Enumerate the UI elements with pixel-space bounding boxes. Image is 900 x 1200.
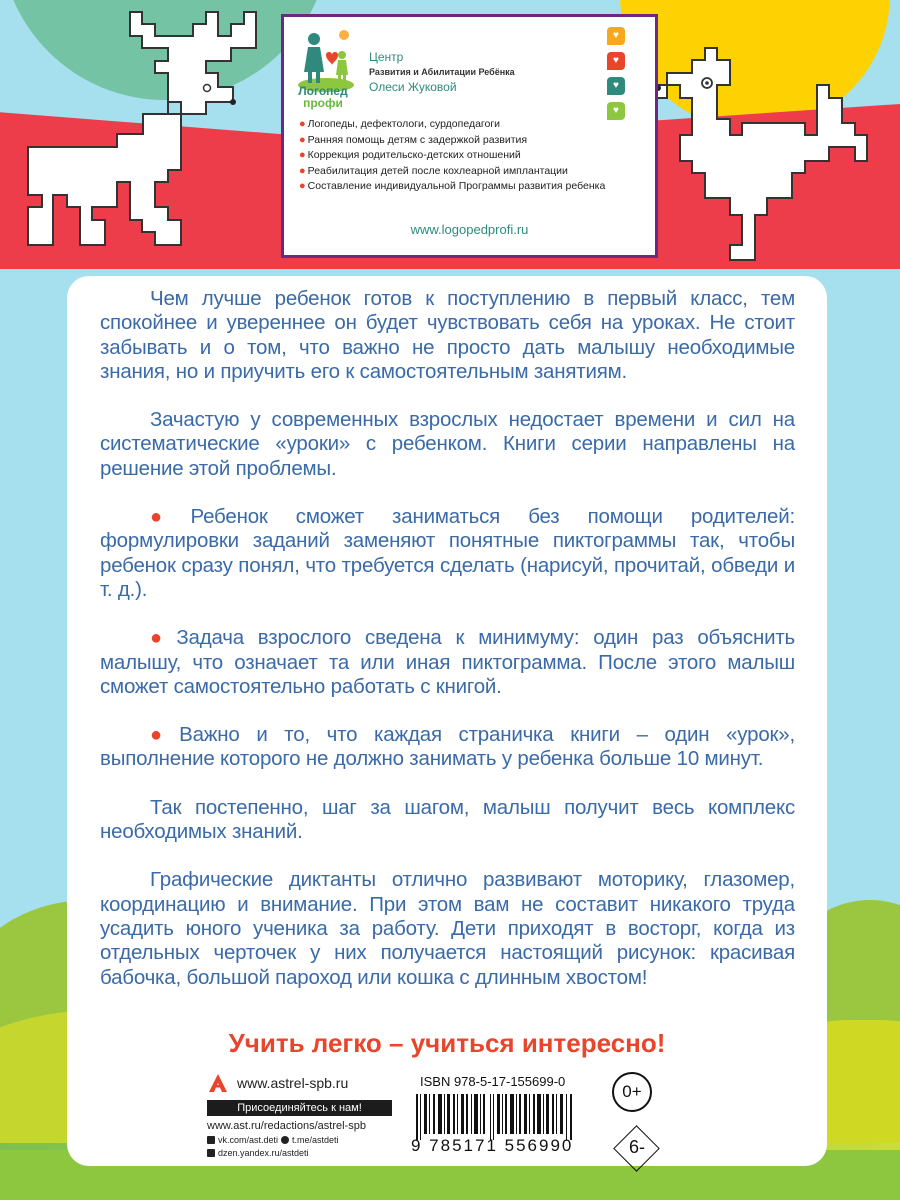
barcode-icon	[416, 1094, 576, 1140]
barcode-number: 9 785171 556990	[411, 1136, 574, 1155]
publisher-site-link[interactable]: www.astrel-spb.ru	[237, 1075, 349, 1091]
heart-icon: ♥	[607, 102, 625, 120]
service-item: ● Ранняя помощь детям с задержкой развития	[299, 133, 528, 146]
description-card	[67, 276, 827, 1166]
publisher-info	[207, 1072, 392, 1158]
isbn-label: ISBN 978-5-17-155699-0	[420, 1074, 566, 1089]
heart-icon: ♥	[607, 77, 625, 95]
publisher-site-row	[207, 1072, 392, 1094]
bullet-icon: ●	[299, 180, 306, 192]
bullet-icon: ●	[150, 724, 174, 747]
service-item: ● Коррекция родительско-детских отношений	[299, 149, 521, 161]
paragraph: Так постепенно, шаг за шагом, малыш получит весь комплекс необходимых знаний.	[100, 795, 795, 844]
bullet-icon: ●	[150, 627, 171, 650]
bullet-icon: ●	[299, 133, 306, 146]
dzen-row	[207, 1148, 392, 1158]
bullet-icon: ●	[299, 164, 306, 177]
center-title-line2: Развития и Абилитации Ребёнка	[369, 67, 515, 77]
heart-icons-column	[607, 27, 625, 127]
logo-text	[289, 85, 357, 109]
family-logo-icon	[296, 27, 356, 92]
logo-line2: профи	[303, 96, 343, 110]
services-list	[299, 117, 639, 195]
telegram-link[interactable]: t.me/astdeti	[292, 1135, 339, 1145]
logo-line1: Логопед	[298, 84, 348, 98]
telegram-icon	[281, 1136, 289, 1144]
slogan: Учить легко – учиться интересно!	[228, 1028, 666, 1058]
bullet-icon: ●	[150, 506, 185, 529]
age-rating-diamond-label: 6-	[628, 1137, 645, 1157]
heart-icon: ♥	[607, 52, 625, 70]
redactions-link[interactable]: www.ast.ru/redactions/astrel-spb	[207, 1120, 366, 1132]
vk-link[interactable]: vk.com/ast.deti	[218, 1135, 279, 1145]
deer-pixel-drawing	[25, 10, 265, 270]
paragraph: Графические диктанты отлично развивают моторику, глазомер, координацию и внимание. При этом вам не составит никакого труда усадить юного ученика за работу. Дети приходят в восторг, когда из отдельных черточек у них получается настоящий рисунок: красивая бабочка, большой пароход или кошка с длинным хвостом!	[100, 868, 795, 989]
join-us-banner: Присоединяйтесь к нам!	[207, 1100, 392, 1116]
service-item: ● Составление индивидуальной Программы развития ребенка	[299, 180, 606, 192]
paragraph: Зачастую у современных взрослых недостает времени и сил на систематические «уроки» с ребенком. Книги серии направлены на решение этой проблемы.	[100, 408, 795, 480]
bird-pixel-drawing	[655, 45, 880, 270]
social-row	[207, 1135, 392, 1145]
bullet-icon: ●	[299, 118, 306, 130]
center-title	[369, 50, 515, 95]
center-title-line3: Олеси Жуковой	[369, 80, 457, 94]
service-item: ● Логопеды, дефектологи, сурдопедагоги	[299, 118, 501, 130]
bullet-icon: ●	[299, 149, 306, 161]
description-text	[100, 287, 795, 1014]
vk-icon	[207, 1136, 215, 1144]
service-item: ● Реабилитация детей после кохлеарной имплантации	[299, 164, 568, 177]
center-title-line1: Центр	[369, 50, 404, 64]
paragraph: Чем лучше ребенок готов к поступлению в первый класс, тем спокойнее и увереннее он будет чувствовать себя на уроках. Не стоит забывать и о том, что важно не просто дать малышу необходимые знания, но и приучить его к самостоятельным занятиям.	[100, 287, 795, 383]
bullet-paragraph: ● Ребенок сможет заниматься без помощи родителей: формулировки заданий заменяют понятные пиктограммы так, чтобы ребенок сразу понял, что требуется сделать (нарисуй, прочитай, обведи и т. д.).	[100, 505, 795, 601]
age-rating-circle: 0+	[612, 1072, 652, 1112]
bullet-paragraph: ● Задача взрослого сведена к минимуму: один раз объяснить малышу, что означает та или иная пиктограмма. После этого малыш сможет самостоятельно работать с книгой.	[100, 626, 795, 698]
bullet-paragraph: ● Важно и то, что каждая страничка книги – один «урок», выполнение которого не должно занимать у ребенка больше 10 минут.	[100, 723, 795, 771]
dzen-icon	[207, 1149, 215, 1157]
age-rating-diamond	[612, 1124, 662, 1174]
logoped-website-link[interactable]: www.logopedprofi.ru	[410, 222, 529, 237]
astrel-logo-icon	[207, 1072, 229, 1094]
logoped-center-ad-card	[281, 14, 658, 258]
dzen-link[interactable]: dzen.yandex.ru/astdeti	[218, 1148, 309, 1158]
heart-icon: ♥	[607, 27, 625, 45]
